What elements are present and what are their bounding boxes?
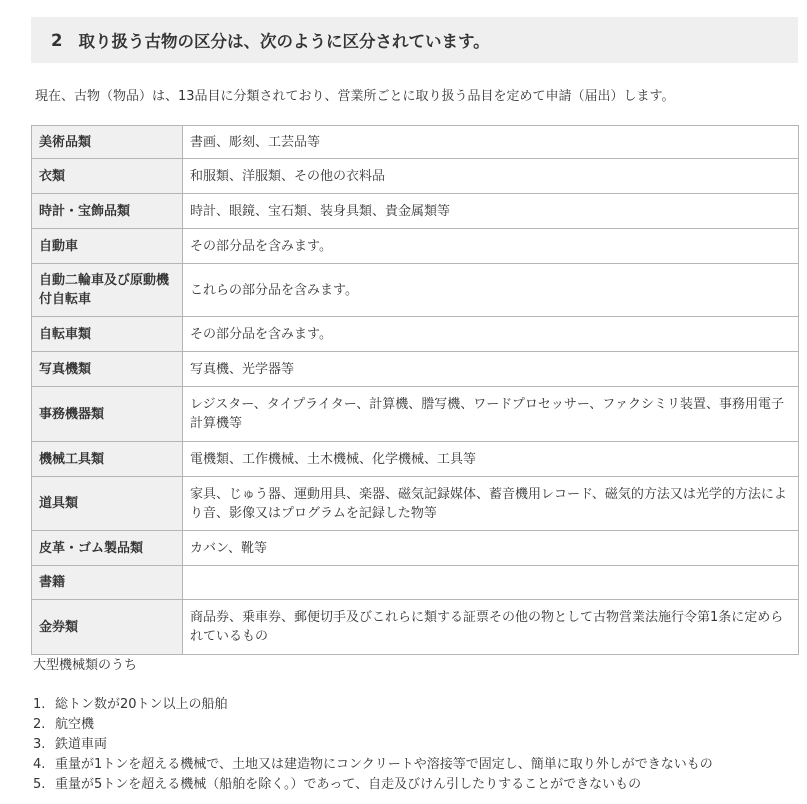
table-row: [32, 229, 799, 264]
list-item-number: 5.: [33, 777, 46, 792]
table-row: [32, 126, 799, 159]
list-item-text: 重量が1トンを超える機械で、土地又は建造物にコンクリートや溶接等で固定し、簡単に取り外しができないもの: [55, 757, 713, 772]
table-row: [32, 442, 799, 477]
description-cell: その部分品を含みます。: [183, 229, 799, 264]
category-cell: 皮革・ゴム製品類: [32, 531, 183, 566]
table-row: [32, 159, 799, 194]
description-cell: 商品券、乗車券、郵便切手及びこれらに類する証票その他の物として古物営業法施行令第1条に定められているもの: [183, 600, 799, 655]
description-cell: 和服類、洋服類、その他の衣料品: [183, 159, 799, 194]
description-cell: その部分品を含みます。: [183, 317, 799, 352]
list-item-number: 1.: [33, 697, 46, 712]
list-item: [33, 735, 713, 755]
category-cell: 美術品類: [32, 126, 183, 159]
list-item: [33, 695, 713, 715]
description-cell: [183, 566, 799, 600]
list-item-text: 鉄道車両: [55, 737, 108, 752]
section-title: 取り扱う古物の区分は、次のように区分されています。: [78, 32, 490, 51]
large-machinery-note: 大型機械類のうち: [33, 658, 138, 673]
table-row: [32, 264, 799, 317]
category-cell: 自転車類: [32, 317, 183, 352]
section-heading: [31, 17, 798, 63]
description-cell: これらの部分品を含みます。: [183, 264, 799, 317]
list-item-number: 4.: [33, 757, 46, 772]
description-cell: 家具、じゅう器、運動用具、楽器、磁気記録媒体、蓄音機用レコード、磁気的方法又は光学的方法により音、影像又はプログラムを記録した物等: [183, 477, 799, 531]
list-item-text: 総トン数が20トン以上の船舶: [55, 697, 228, 712]
list-item: [33, 755, 713, 775]
category-cell: 時計・宝飾品類: [32, 194, 183, 229]
description-cell: 書画、彫刻、工芸品等: [183, 126, 799, 159]
table-row: [32, 531, 799, 566]
list-item: [33, 775, 713, 795]
item-category-table: [31, 125, 799, 655]
table-row: [32, 387, 799, 442]
category-cell: 機械工具類: [32, 442, 183, 477]
table-row: [32, 352, 799, 387]
list-item-number: 3.: [33, 737, 46, 752]
table-row: [32, 566, 799, 600]
table-row: [32, 477, 799, 531]
table-row: [32, 600, 799, 655]
list-item-text: 航空機: [55, 717, 95, 732]
category-cell: 金券類: [32, 600, 183, 655]
category-cell: 道具類: [32, 477, 183, 531]
list-item: [33, 715, 713, 735]
large-machinery-list: [33, 695, 713, 795]
category-cell: 自動車: [32, 229, 183, 264]
category-cell: 書籍: [32, 566, 183, 600]
description-cell: カバン、靴等: [183, 531, 799, 566]
category-cell: 自動二輪車及び原動機付自転車: [32, 264, 183, 317]
table-row: [32, 194, 799, 229]
description-cell: 写真機、光学器等: [183, 352, 799, 387]
description-cell: 電機類、工作機械、土木機械、化学機械、工具等: [183, 442, 799, 477]
description-cell: 時計、眼鏡、宝石類、装身具類、貴金属類等: [183, 194, 799, 229]
section-number: 2: [51, 30, 63, 50]
description-cell: レジスター、タイプライター、計算機、謄写機、ワードプロセッサー、ファクシミリ装置、事務用電子計算機等: [183, 387, 799, 442]
table-row: [32, 317, 799, 352]
list-item-text: 重量が5トンを超える機械（船舶を除く。）であって、自走及びけん引したりすることができないもの: [55, 777, 642, 792]
category-cell: 衣類: [32, 159, 183, 194]
category-cell: 事務機器類: [32, 387, 183, 442]
intro-text: 現在、古物（物品）は、13品目に分類されており、営業所ごとに取り扱う品目を定めて申請（届出）します。: [35, 89, 675, 104]
list-item-number: 2.: [33, 717, 46, 732]
category-cell: 写真機類: [32, 352, 183, 387]
